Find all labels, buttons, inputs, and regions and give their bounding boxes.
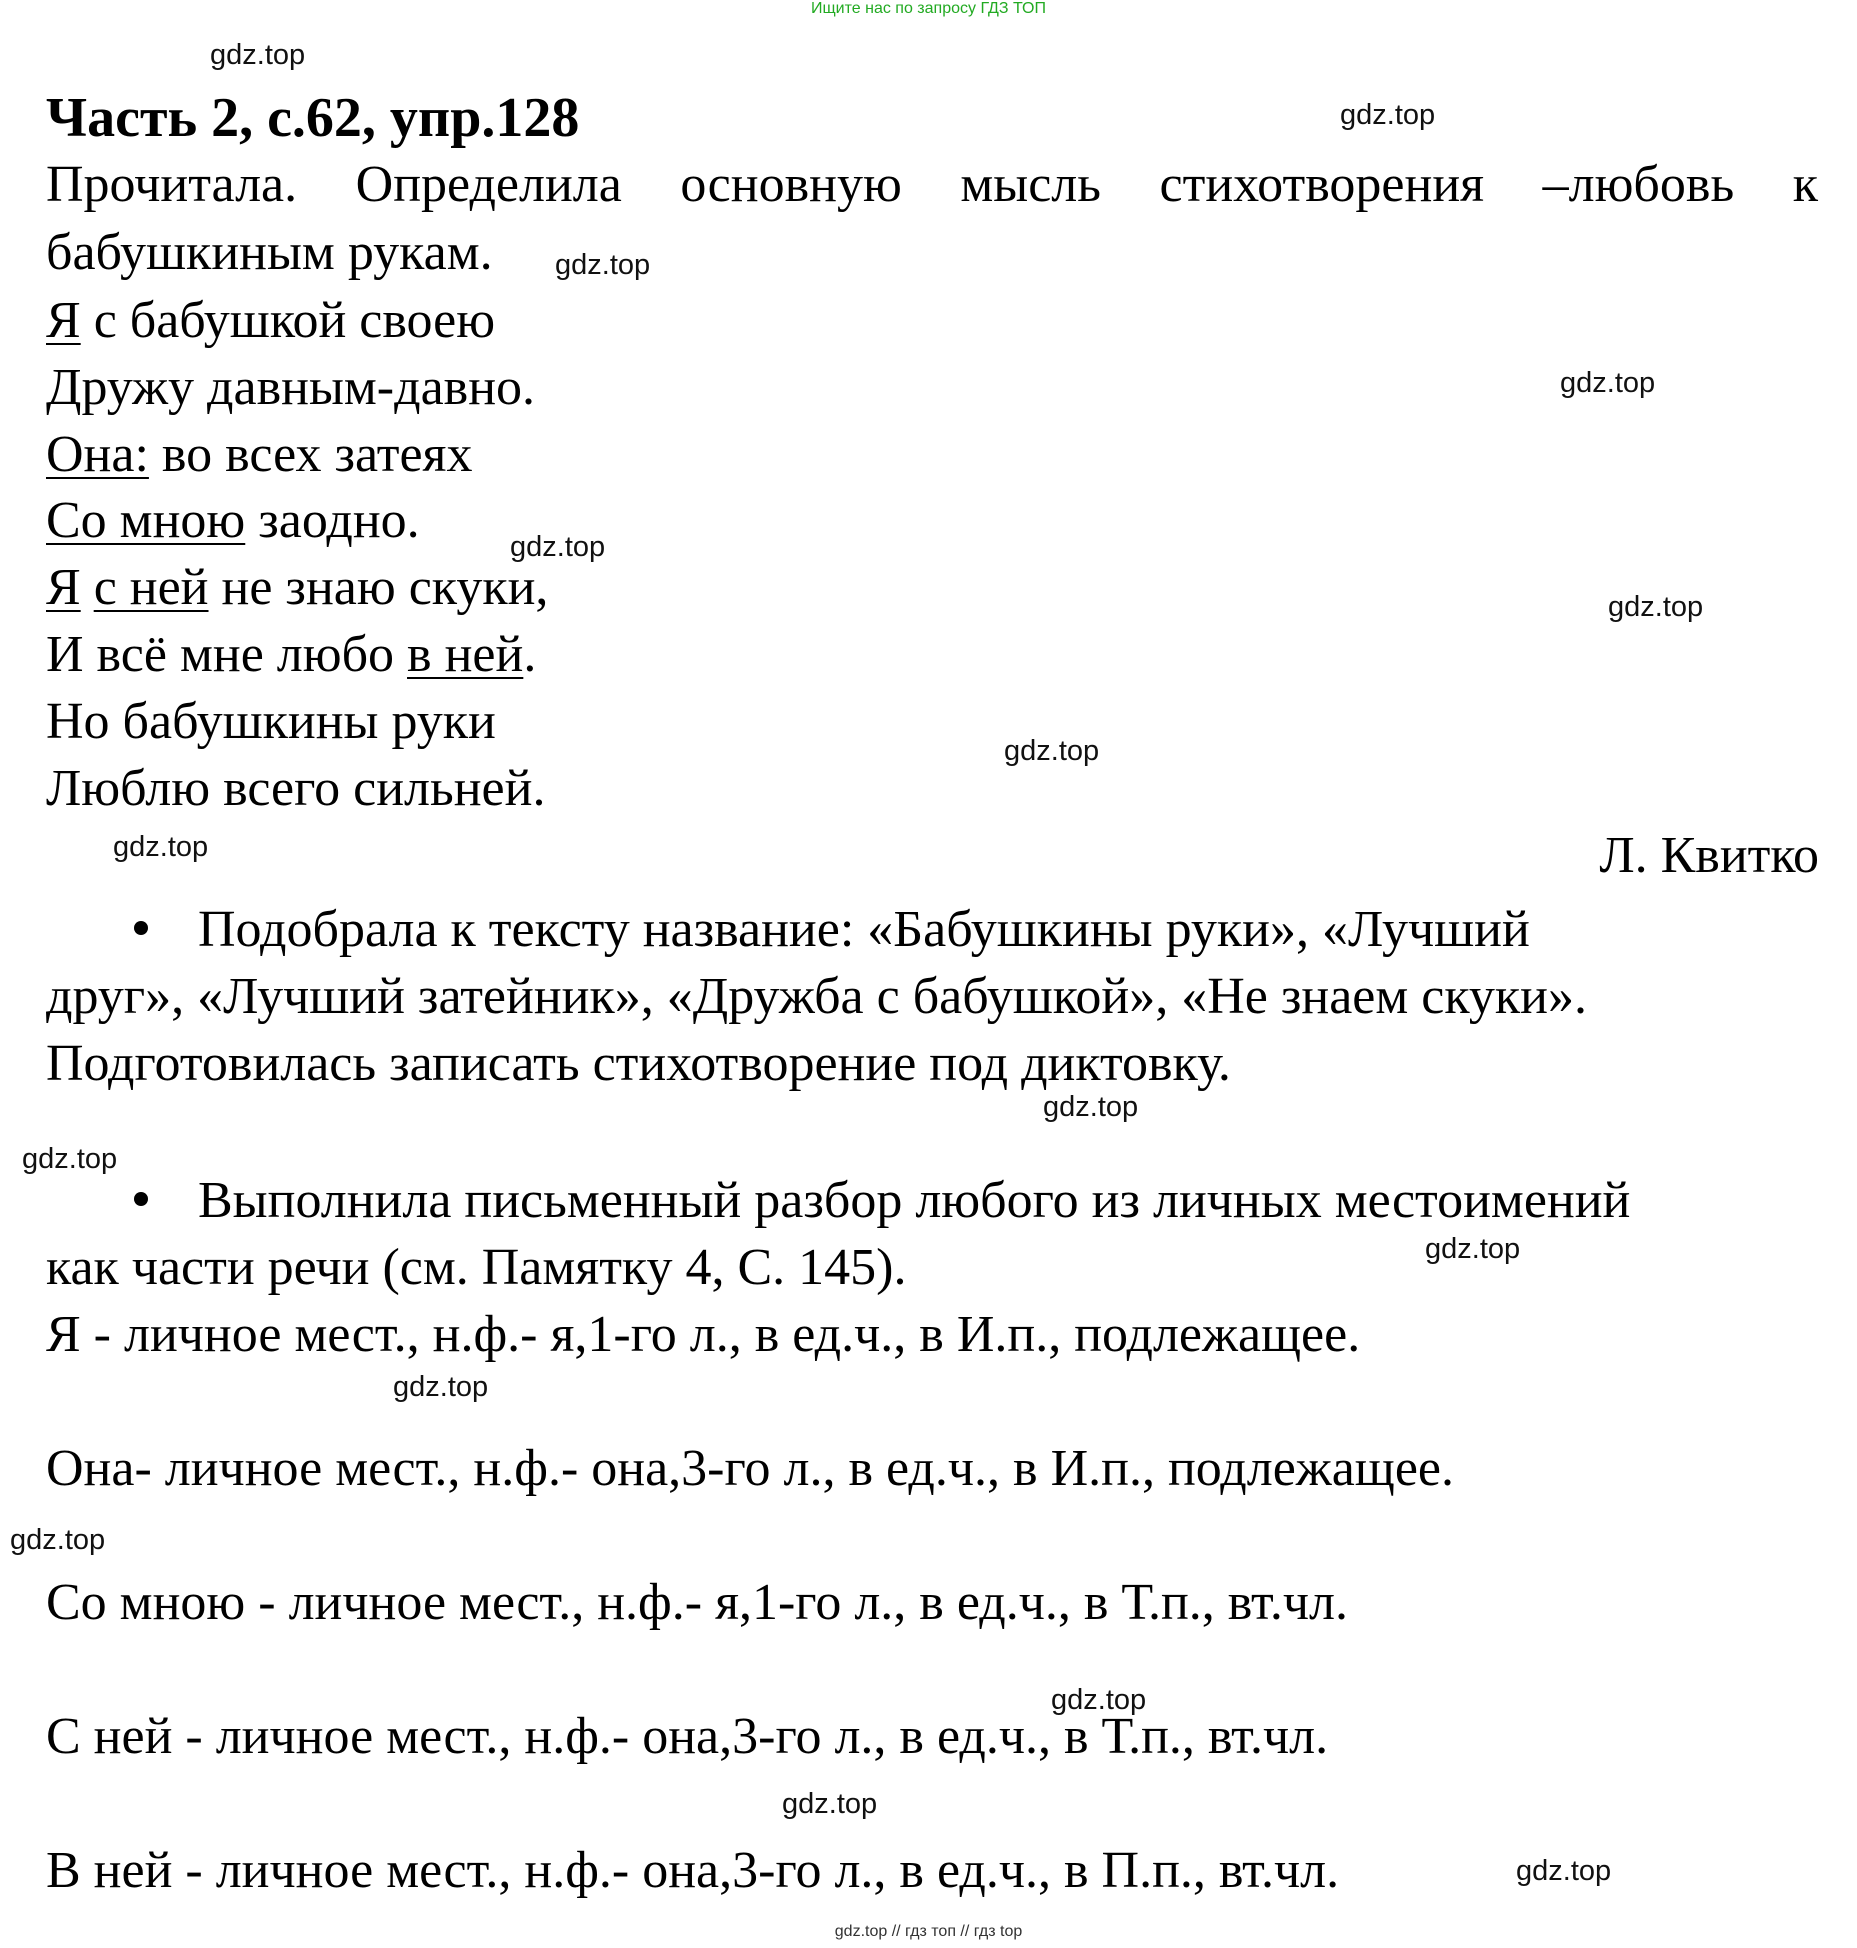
- underlined-word: Со мною: [46, 492, 246, 549]
- analysis-line-1: Я - личное мест., н.ф.- я,1-го л., в ед.ч., в И.п., подлежащее.: [46, 1306, 1361, 1363]
- footer-watermark: gdz.top // гдз топ // гдз top: [834, 1923, 1023, 1940]
- page-title: Часть 2, с.62, упр.128: [46, 87, 580, 149]
- poem-line-6: И всё мне любо в ней.: [46, 626, 537, 683]
- bullet-2-line-1: Выполнила письменный разбор любого из личных местоимений: [46, 1168, 1630, 1234]
- watermark: gdz.top: [782, 1788, 878, 1820]
- underlined-word: Я: [46, 292, 81, 349]
- poem-line-1: Я с бабушкой своею: [46, 292, 496, 349]
- underlined-word: с ней: [93, 559, 209, 616]
- watermark: gdz.top: [22, 1143, 118, 1175]
- poem-line-7: Но бабушкины руки: [46, 693, 496, 750]
- watermark: gdz.top: [1516, 1855, 1612, 1887]
- watermark: gdz.top: [1051, 1684, 1147, 1716]
- underlined-word: Она:: [46, 426, 149, 483]
- watermark: gdz.top: [393, 1371, 489, 1403]
- search-banner: Ищите нас по запросу ГДЗ ТОП: [811, 0, 1046, 17]
- watermark: gdz.top: [1560, 367, 1656, 399]
- watermark: gdz.top: [555, 249, 651, 281]
- watermark: gdz.top: [1340, 99, 1436, 131]
- underlined-word: Я: [46, 559, 81, 616]
- bullet-1-line-3: Подготовилась записать стихотворение под диктовку.: [46, 1035, 1231, 1092]
- analysis-line-3: Со мною - личное мест., н.ф.- я,1-го л., в ед.ч., в Т.п., вт.чл.: [46, 1574, 1348, 1631]
- watermark: gdz.top: [10, 1524, 106, 1556]
- bullet-1-line-2: друг», «Лучший затейник», «Дружба с бабушкой», «Не знаем скуки».: [46, 968, 1587, 1025]
- bullet-icon: [134, 921, 148, 935]
- analysis-line-4: С ней - личное мест., н.ф.- она,3-го л., в ед.ч., в Т.п., вт.чл.: [46, 1708, 1329, 1765]
- underlined-word: в ней: [407, 626, 524, 683]
- watermark: gdz.top: [1004, 735, 1100, 767]
- poem-line-3: Она: во всех затеях: [46, 426, 473, 483]
- watermark: gdz.top: [510, 531, 606, 563]
- poem-line-4: Со мною заодно.: [46, 492, 420, 549]
- poem-line-5: Я с ней не знаю скуки,: [46, 559, 549, 616]
- watermark: gdz.top: [1043, 1091, 1139, 1123]
- poem-author: Л. Квитко: [1599, 827, 1819, 884]
- analysis-line-2: Она- личное мест., н.ф.- она,3-го л., в ед.ч., в И.п., подлежащее.: [46, 1440, 1454, 1497]
- bullet-1-line-1: Подобрала к тексту название: «Бабушкины руки», «Лучший: [46, 897, 1530, 963]
- watermark: gdz.top: [113, 831, 209, 863]
- poem-line-8: Люблю всего сильней.: [46, 760, 546, 817]
- intro-line-2: бабушкиным рукам.: [46, 224, 493, 281]
- watermark: gdz.top: [210, 39, 306, 71]
- bullet-icon: [134, 1192, 148, 1206]
- intro-line-1: Прочитала. Определила основную мысль стихотворения –любовь к: [46, 156, 1818, 213]
- analysis-line-5: В ней - личное мест., н.ф.- она,3-го л., в ед.ч., в П.п., вт.чл.: [46, 1842, 1340, 1899]
- bullet-2-line-2: как части речи (см. Памятку 4, С. 145).: [46, 1239, 907, 1296]
- watermark: gdz.top: [1425, 1233, 1521, 1265]
- poem-line-2: Дружу давным-давно.: [46, 359, 536, 416]
- watermark: gdz.top: [1608, 591, 1704, 623]
